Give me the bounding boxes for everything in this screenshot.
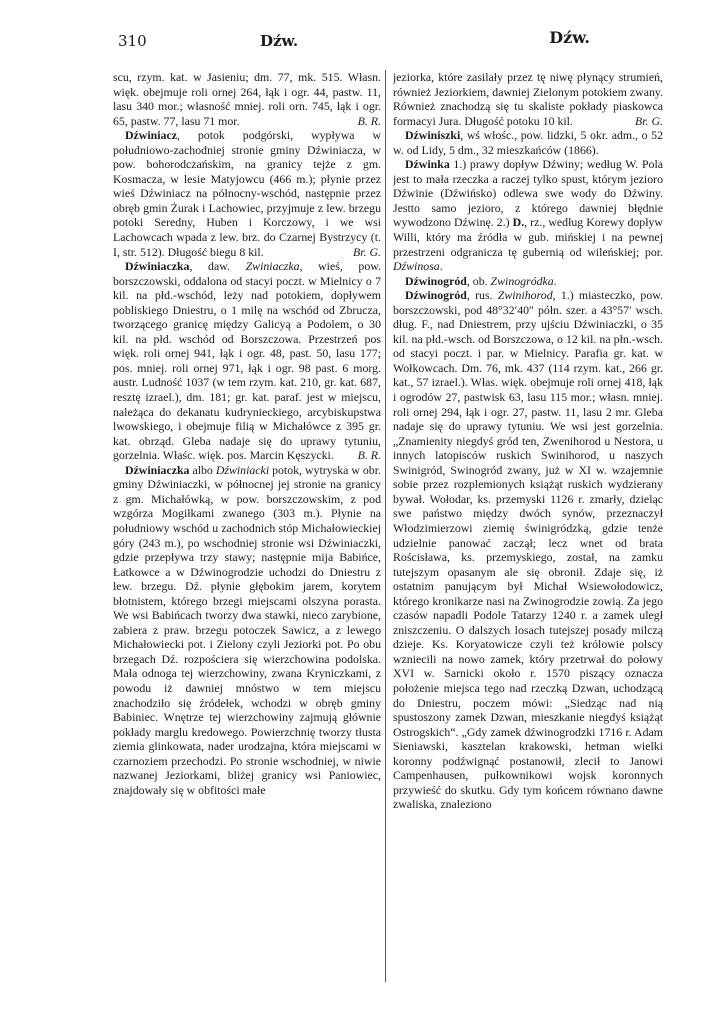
page-header <box>118 28 590 54</box>
entry-headword: Dźwiniszki <box>405 128 461 143</box>
page-number: 310 <box>118 32 147 50</box>
entry-continuation: jeziorka, które zasilały przez tę niwę płynący strumień, również Jeziorkiem, dawniej Zielonym potokiem zwany. Również znachodzą się tu skaliste pokłady piaskowca formacyi Jura. Długość potoku 10 kil. Br. G. <box>393 70 663 128</box>
author-signature: Br. G. <box>353 244 381 259</box>
entry-headword: Dźwinka <box>405 157 450 172</box>
left-column <box>113 70 386 982</box>
entry-dzwinogrod-ref: Dźwinogród, ob. Zwinogródka. <box>405 273 557 288</box>
entry-headword: Dźwinogród <box>405 288 467 303</box>
author-signature: B. R. <box>357 113 381 128</box>
entry-dzwiniacz: Dźwiniacz, potok podgórski, wypływa w południowo-zachodniej stronie gminy Dźwiniacza, w pow. bohorodczańskim, na granicy tejże z gm. Kosmacza, w lesie Matyjowcu (466 m.); płynie przez wieś Dźwiniacz na północny-wschód, następnie przez obręb gmin Żurak i Lachowiec, przyjmuje z lew. brzegu potoki Seredny, Huben i Korczowy, i we wsi Lachowcach wpada z lew. brz. do Czarnej Bystrzycy (t. I, str. 512). Długość biegu 8 kil. Br. G. <box>113 128 381 259</box>
entry-dzwiniaczka-stream: Dźwiniaczka albo Dźwiniacki potok, wytryska w obr. gminy Dźwiniaczki, w północnej jej stronie na granicy z gm. Michałówką, w pow. borszczowskim, z pod wzgórza Mogiłkami zwanego (303 m.). Płynie na południowy wschód u zachodnich stóp Michałowieckiej góry (243 m.), po wschodniej stronie wsi Dźwiniaczki, gdzie przepływa trzy stawy; następnie mija Babińce, Łatkowce a w Dźwinogrodzie uchodzi do Dniestru z lew. brzegu. Dź. płynie głębokim jarem, korytem błotnistem, którego brzegi miejscami olszyna porasta. We wsi Babińcach tworzy dwa stawki, nieco zarybione, zabiera z praw. brzegu potoczek Sawicz, a z lewego Michałowiecki pot. i Zielony czyli Jeziorki pot. Po obu brzegach Dź. rozpościera się wierzchowina podolska. Mała odnoga tej wierzchowiny, zwana Kryniczkami, z powodu iż dawniej mnóstwo w tem miejscu znachodziło się źródełek, wchodzi w obręb gminy Babiniec. Wnętrze tej wierzchowiny zajmują głównie pokłady marglu kredowego. Powierzchnię tworzy tłusta ziemia glinkowata, nader urodzajna, która miejscami w czarnoziem przechodzi. Po stronie wschodniej, w niwie nazwanej Jeziorkami, bliżej granicy wsi Paniowiec, znajdowały się w obfitości małe <box>113 462 381 797</box>
entry-headword: Dźwinogród <box>405 273 467 288</box>
entry-dzwiniaczka-village: Dźwiniaczka, daw. Zwiniaczka, wieś, pow. borszczowski, oddalona od stacyi poczt. w Mielnicy o 7 kil. na płd.-wschód, leży nad potokiem, dopływem pobliskiego Dniestru, o 1 milę na wschód od Zbrucza, tworzącego granicę między Galicyą a Podolem, o 30 kil. na płd. wschód od Borszczowa. Przestrzeń pos więk. roli ornej 941, łąk i ogr. 48, past. 50, lasu 177; pos. mniej. roli ornej 971, łąk i ogr. 98 past. 6 morg. austr. Ludność 1037 (w tem rzym. kat. 210, gr. kat. 687, resztę izrael.), dm. 181; gr. kat. paraf. jest w miejscu, należąca do dekanatu kudrynieckiego, arcybiskupstwa lwowskiego, i obejmuje filią w Michałówce z 395 gr. kat. obrząd. Gleba nadaje się do uprawy tytuniu, gorzelnia. Właśc. więk. pos. Marcin Kęszycki. B. R. <box>113 259 381 463</box>
header-keyword-left: Dźw. <box>260 32 299 50</box>
right-column <box>393 70 663 982</box>
entry-headword: Dźwiniaczka <box>125 462 190 477</box>
entry-dzwinka: Dźwinka 1.) prawy dopływ Dźwiny; według W. Pola jest to mała rzeczka a raczej tylko spust, którym jezioro Dźwinie (Dźwińsko) odlewa swe wody do Dźwiny. Jestto samo jezioro, z którego dawniej błędnie wywodzono Dźwinę. 2.) D., rz., według Korewy dopływ Willi, który ma źródła w gub. mińskiej i na pewnej przestrzeni odgranicza tę gubernią od wileńskiej; por. Dźwinosa. <box>393 157 663 274</box>
entry-headword: Dźwiniaczka <box>125 259 190 274</box>
entry-dzwiniszki: Dźwiniszki, wś włośc., pow. lidzki, 5 okr. adm., o 52 w. od Lidy, 5 dm., 32 mieszkańców (1866). <box>393 128 663 157</box>
author-signature: B. R. <box>357 448 381 463</box>
header-keyword-right: Dźw. <box>549 28 590 47</box>
entry-headword: Dźwiniacz <box>125 128 177 143</box>
entry-continuation: scu, rzym. kat. w Jasieniu; dm. 77, mk. 515. Własn. więk. obejmuje roli ornej 264, łąk i ogr. 44, pastw. 11, lasu 340 mor.; własność mniej. roli orn. 745, łąk i ogr. 65, pastw. 77, lasu 71 mor. B. R. <box>113 70 381 128</box>
entry-dzwinogrod: Dźwinogród, rus. Zwinihorod, 1.) miasteczko, pow. borszczowski, pod 48°32′40″ półn. szer. a 43°57′ wsch. dług. F., nad Dniestrem, przy ujściu Dźwiniaczki, o 35 kil. na płd.-wsch. od Borszczowa, o 12 kil. na płn.-wsch. od stacyi poczt. i par. w Mielnicy. Parafia gr. kat. w Wołkowcach. Dm. 76, mk. 437 (114 rzym. kat., 266 gr. kat., 57 izrael.). Włas. więk. obejmuje roli ornej 418, łąk i ogrodów 27, pastwisk 63, lasu 115 mor.; własn. mniej. roli ornej 294, łąk i ogr. 27, pastw. 11, lasu 2 mr. Gleba nadaje się do uprawy tytuniu. We wsi jest gorzelnia. „Znamienity niegdyś gród ten, Zwenihorod u Nestora, u innych latopisców ruskich Swinihorod, u naszych Swinigród, Swinogród zwany, już w XI w. wzajemnie sobie przez rozplemionych książąt ruskich wydzierany bywał. Wołodar, ks. przemyski 1126 r. zmarły, dzieląc swe państwo między dwóch synów, przeznaczył Włodzimierzowi ziemię świnigródzką, gdzie tenże udzielnie panować zaczął; lecz wnet od brata Rościsława, ks. przemyskiego, został, na zamku tutejszym opasanym ale się obronił. Zdaje się, iż ostatnim panującym był Michał Wsiewołodowicz, którego kronikarze nasi na Zwinogrodzie zowią. Za jego czasów napadli Podole Tatarzy 1240 r. a zamek uległ zniszczeniu. O dalszych losach tutejszej posady milczą dzieje. Ks. Koryatowicze czyli też królowie polscy wzniecili na nowo zamek, który przetrwał do połowy XVI w. Sarnicki około r. 1570 piszący oznacza położenie miejsca tego nad rzeczką Dzwan, uchodzącą do Dniestru, poczem mówi: „Siedząc nad nią spustoszony zamek Dzwan, mieszkanie niegdyś książąt Ostrogskich“. „Gdy zamek dźwinogrodzki 1716 r. Adam Sieniawski, kasztelan krakowski, hetman wielki koronny podźwignąć postanowił, zlecił to Janowi Campenhausen, pułkownikowi wojsk koronnych przywieść do skutku. Gdy tym końcem równano dawne zwaliska, znaleziono <box>393 288 663 812</box>
author-signature: Br. G. <box>635 113 663 128</box>
